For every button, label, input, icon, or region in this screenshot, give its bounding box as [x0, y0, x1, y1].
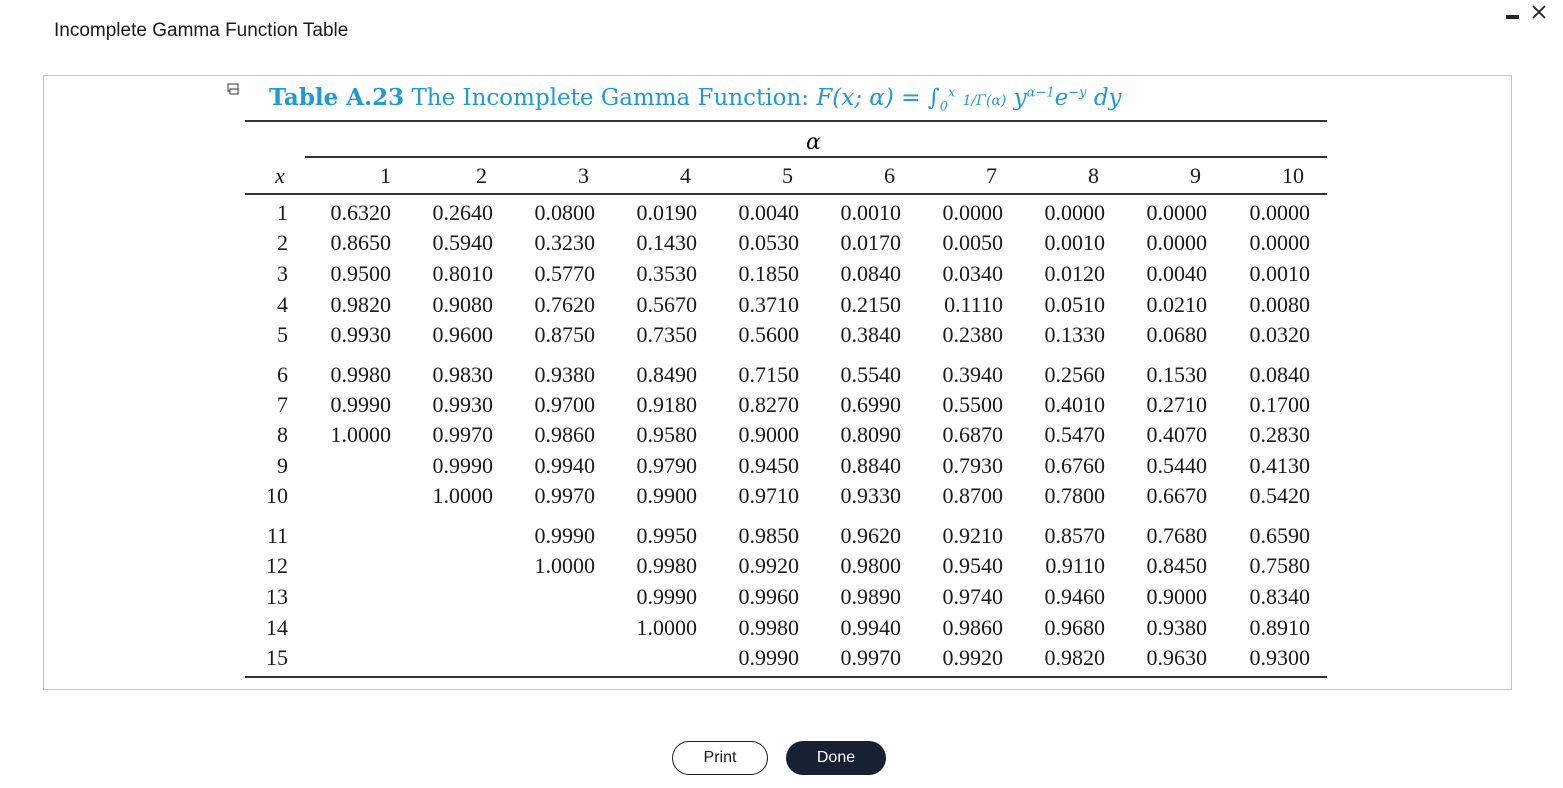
- table-cell: 0.0000: [1044, 200, 1105, 225]
- table-cell: 1.0000: [534, 553, 595, 578]
- table-row: [245, 320, 1327, 350]
- table-cell: 0.9930: [432, 392, 493, 417]
- table-cell: 0.1330: [1044, 322, 1105, 347]
- table-cell: 0.0050: [942, 230, 1003, 255]
- table-cell: 0.6590: [1249, 523, 1310, 548]
- alpha-column-header: 9: [1190, 163, 1201, 188]
- table-cell: 0.0190: [636, 200, 697, 225]
- table-cell: 0.9180: [636, 392, 697, 417]
- table-cell: 0.8750: [534, 322, 595, 347]
- table-cell: 0.0040: [1146, 261, 1207, 286]
- table-cell: 0.9980: [330, 362, 391, 387]
- table-cell: 0.5670: [636, 292, 697, 317]
- table-cell: 0.1530: [1146, 362, 1207, 387]
- table-cell: 0.0010: [1044, 230, 1105, 255]
- table-cell: 0.3230: [534, 230, 595, 255]
- table-row: [245, 481, 1327, 511]
- table-cell: 0.0840: [1249, 362, 1310, 387]
- table-cell: 0.8090: [840, 422, 901, 447]
- table-cell: 0.9000: [1146, 584, 1207, 609]
- alpha-header: α: [806, 130, 821, 155]
- table-cell: 0.8650: [330, 230, 391, 255]
- table-cell: 0.9930: [330, 322, 391, 347]
- x-value: 10: [266, 483, 288, 508]
- table-cell: 0.8490: [636, 362, 697, 387]
- table-cell: 0.0530: [738, 230, 799, 255]
- x-value: 15: [266, 645, 288, 670]
- table-cell: 0.9830: [432, 362, 493, 387]
- table-cell: 0.0000: [1146, 230, 1207, 255]
- x-header: x: [275, 163, 285, 188]
- table-row: [245, 290, 1327, 320]
- table-cell: 0.0000: [942, 200, 1003, 225]
- table-cell: 0.9980: [636, 553, 697, 578]
- x-value: 11: [266, 523, 288, 548]
- x-value: 8: [277, 422, 288, 447]
- table-cell: 0.9950: [636, 523, 697, 548]
- alpha-column-header: 8: [1088, 163, 1099, 188]
- table-cell: 0.5420: [1249, 483, 1310, 508]
- table-cell: 0.9920: [738, 553, 799, 578]
- table-cell: 0.8700: [942, 483, 1003, 508]
- table-row: [245, 613, 1327, 643]
- table-cell: 0.7800: [1044, 483, 1105, 508]
- table-cell: 0.9620: [840, 523, 901, 548]
- x-value: 5: [277, 322, 288, 347]
- table-cell: 0.0680: [1146, 322, 1207, 347]
- x-value: 7: [277, 392, 288, 417]
- alpha-column-header: 3: [578, 163, 589, 188]
- table-cell: 0.2380: [942, 322, 1003, 347]
- table-cell: 0.1430: [636, 230, 697, 255]
- header-rule: [245, 193, 1327, 195]
- table-cell: 0.9680: [1044, 615, 1105, 640]
- table-cell: 0.7620: [534, 292, 595, 317]
- close-icon[interactable]: [1531, 4, 1547, 20]
- x-value: 1: [277, 200, 288, 225]
- table-cell: 0.1850: [738, 261, 799, 286]
- table-cell: 0.4010: [1044, 392, 1105, 417]
- alpha-column-header: 1: [380, 163, 391, 188]
- table-cell: 0.0120: [1044, 261, 1105, 286]
- table-cell: 0.9980: [738, 615, 799, 640]
- table-cell: 0.9850: [738, 523, 799, 548]
- alpha-column-header: 7: [986, 163, 997, 188]
- table-cell: 0.9940: [840, 615, 901, 640]
- table-cell: 0.7150: [738, 362, 799, 387]
- caption-tag: Table A.23: [269, 84, 405, 111]
- table-cell: 0.9820: [1044, 645, 1105, 670]
- minimize-icon[interactable]: [1506, 15, 1519, 19]
- table-row: [245, 582, 1327, 612]
- table-row: [245, 551, 1327, 581]
- alpha-column-header: 10: [1282, 163, 1304, 188]
- table-cell: 0.6990: [840, 392, 901, 417]
- x-value: 2: [277, 230, 288, 255]
- table-cell: 0.8270: [738, 392, 799, 417]
- table-cell: 0.9800: [840, 553, 901, 578]
- x-value: 6: [277, 362, 288, 387]
- table-cell: 0.5500: [942, 392, 1003, 417]
- table-cell: 0.7680: [1146, 523, 1207, 548]
- copy-icon[interactable]: [227, 83, 239, 95]
- table-cell: 0.0170: [840, 230, 901, 255]
- table-cell: 0.9920: [942, 645, 1003, 670]
- table-cell: 0.5470: [1044, 422, 1105, 447]
- table-caption: [269, 84, 1122, 115]
- table-cell: 0.7580: [1249, 553, 1310, 578]
- table-cell: 0.9990: [636, 584, 697, 609]
- table-cell: 0.9740: [942, 584, 1003, 609]
- table-row: [245, 521, 1327, 551]
- table-row: [245, 198, 1327, 228]
- top-rule: [245, 120, 1327, 122]
- table-row: [245, 420, 1327, 450]
- table-cell: 0.3710: [738, 292, 799, 317]
- table-cell: 0.9300: [1249, 645, 1310, 670]
- alpha-column-header: 6: [884, 163, 895, 188]
- table-row: [245, 360, 1327, 390]
- table-cell: 0.9860: [942, 615, 1003, 640]
- table-cell: 1.0000: [432, 483, 493, 508]
- table-cell: 0.7930: [942, 453, 1003, 478]
- table-cell: 0.9970: [534, 483, 595, 508]
- x-value: 14: [266, 615, 288, 640]
- caption-formula: F(x; $\alpha) = \int_0^x$ 1/Γ(α) $y^{\alpha-1}e^{-y}$ dy: [816, 85, 1122, 115]
- done-button[interactable]: Done: [786, 741, 886, 775]
- alpha-column-header: 2: [476, 163, 487, 188]
- table-cell: 0.2560: [1044, 362, 1105, 387]
- table-cell: 0.9940: [534, 453, 595, 478]
- table-cell: 0.9210: [942, 523, 1003, 548]
- table-row: [245, 228, 1327, 258]
- table-cell: 0.0000: [1249, 200, 1310, 225]
- table-cell: 0.9960: [738, 584, 799, 609]
- table-cell: 0.8570: [1044, 523, 1105, 548]
- table-cell: 0.2640: [432, 200, 493, 225]
- x-value: 12: [266, 553, 288, 578]
- table-cell: 0.4070: [1146, 422, 1207, 447]
- table-cell: 0.9380: [534, 362, 595, 387]
- table-cell: 0.9580: [636, 422, 697, 447]
- table-cell: 0.4130: [1249, 453, 1310, 478]
- table-cell: 0.9990: [738, 645, 799, 670]
- print-button[interactable]: Print: [672, 741, 768, 775]
- table-cell: 0.5940: [432, 230, 493, 255]
- table-cell: 0.6870: [942, 422, 1003, 447]
- table-cell: 0.0800: [534, 200, 595, 225]
- x-value: 3: [277, 261, 288, 286]
- table-cell: 0.1700: [1249, 392, 1310, 417]
- table-cell: 0.7350: [636, 322, 697, 347]
- table-cell: 0.1110: [944, 292, 1003, 317]
- table-cell: 0.0210: [1146, 292, 1207, 317]
- table-cell: 0.9820: [330, 292, 391, 317]
- table-row: [245, 451, 1327, 481]
- table-cell: 0.0000: [1146, 200, 1207, 225]
- table-cell: 0.8910: [1249, 615, 1310, 640]
- table-cell: 0.9380: [1146, 615, 1207, 640]
- table-row: [245, 259, 1327, 289]
- table-cell: 0.9600: [432, 322, 493, 347]
- table-cell: 0.9080: [432, 292, 493, 317]
- alpha-column-header: 5: [782, 163, 793, 188]
- alpha-column-header: 4: [680, 163, 691, 188]
- table-cell: 0.0010: [840, 200, 901, 225]
- table-cell: 0.5770: [534, 261, 595, 286]
- table-cell: 0.9330: [840, 483, 901, 508]
- table-cell: 0.3530: [636, 261, 697, 286]
- table-cell: 0.9110: [1045, 553, 1105, 578]
- alpha-rule: [305, 156, 1327, 158]
- table-cell: 0.8010: [432, 261, 493, 286]
- table-cell: 0.9990: [432, 453, 493, 478]
- table-cell: 0.9970: [840, 645, 901, 670]
- table-cell: 0.9000: [738, 422, 799, 447]
- table-cell: 0.9890: [840, 584, 901, 609]
- table-cell: 0.6320: [330, 200, 391, 225]
- dialog-title: Incomplete Gamma Function Table: [54, 20, 349, 41]
- table-cell: 0.3840: [840, 322, 901, 347]
- table-cell: 0.6760: [1044, 453, 1105, 478]
- table-cell: 0.0040: [738, 200, 799, 225]
- table-cell: 0.8840: [840, 453, 901, 478]
- table-cell: 0.5440: [1146, 453, 1207, 478]
- table-cell: 0.5600: [738, 322, 799, 347]
- table-cell: 0.0340: [942, 261, 1003, 286]
- bottom-rule: [245, 676, 1327, 678]
- table-cell: 0.0080: [1249, 292, 1310, 317]
- x-value: 9: [277, 453, 288, 478]
- table-cell: 0.9710: [738, 483, 799, 508]
- table-cell: 1.0000: [330, 422, 391, 447]
- table-cell: 0.0510: [1044, 292, 1105, 317]
- x-value: 4: [277, 292, 288, 317]
- table-cell: 0.9700: [534, 392, 595, 417]
- window-controls: [1506, 4, 1547, 20]
- table-row: [245, 643, 1327, 673]
- table-cell: 0.0840: [840, 261, 901, 286]
- table-cell: 0.8450: [1146, 553, 1207, 578]
- x-value: 13: [266, 584, 288, 609]
- caption-text: The Incomplete Gamma Function:: [411, 85, 810, 111]
- table-cell: 0.0000: [1249, 230, 1310, 255]
- table-cell: 0.9500: [330, 261, 391, 286]
- table-cell: 0.0320: [1249, 322, 1310, 347]
- table-cell: 0.9540: [942, 553, 1003, 578]
- table-cell: 0.9900: [636, 483, 697, 508]
- table-cell: 0.9790: [636, 453, 697, 478]
- table-cell: 0.9450: [738, 453, 799, 478]
- table-cell: 0.9630: [1146, 645, 1207, 670]
- table-cell: 0.2150: [840, 292, 901, 317]
- table-cell: 0.9860: [534, 422, 595, 447]
- table-cell: 0.5540: [840, 362, 901, 387]
- table-cell: 0.2710: [1146, 392, 1207, 417]
- table-cell: 0.0010: [1249, 261, 1310, 286]
- table-cell: 0.9990: [534, 523, 595, 548]
- table-cell: 0.2830: [1249, 422, 1310, 447]
- table-cell: 0.8340: [1249, 584, 1310, 609]
- table-cell: 0.9970: [432, 422, 493, 447]
- table-cell: 1.0000: [636, 615, 697, 640]
- table-cell: 0.9460: [1044, 584, 1105, 609]
- table-cell: 0.9990: [330, 392, 391, 417]
- table-row: [245, 390, 1327, 420]
- table-cell: 0.6670: [1146, 483, 1207, 508]
- table-cell: 0.3940: [942, 362, 1003, 387]
